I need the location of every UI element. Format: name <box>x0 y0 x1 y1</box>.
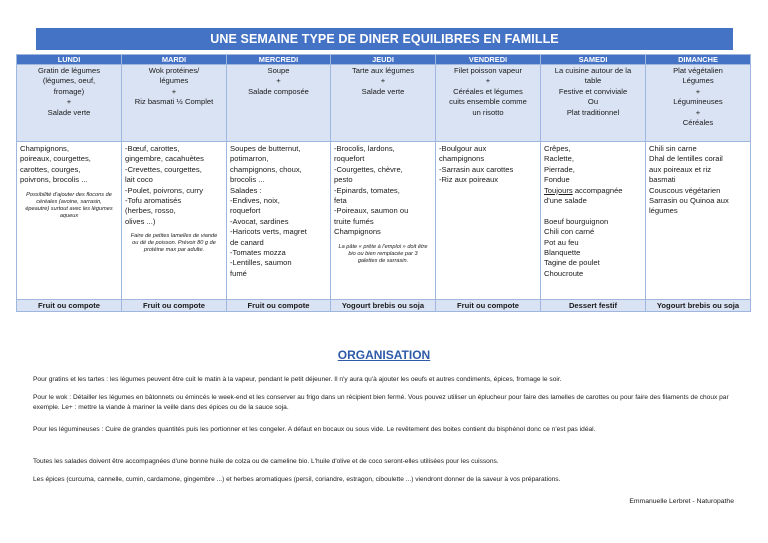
detail-line: champignons <box>439 154 485 164</box>
summary-line: Salade verte <box>361 86 405 96</box>
meal-details-row <box>17 142 751 300</box>
detail-line: Dhal de lentilles corail <box>649 154 723 164</box>
day-header: VENDREDI <box>436 55 541 65</box>
day-header: JEUDI <box>331 55 436 65</box>
meal-summary-samedi <box>541 65 646 142</box>
detail-line <box>544 206 642 216</box>
meal-summary-vendredi <box>436 65 541 142</box>
detail-line-emphasis <box>544 186 642 196</box>
detail-line: légumes <box>649 206 678 216</box>
detail-line: carottes, courges, <box>20 164 81 174</box>
day-header-row <box>17 55 751 65</box>
detail-line: Soupes de butternut, <box>230 144 301 153</box>
detail-line: Chili sin carne <box>649 144 697 153</box>
detail-line: truite fumés <box>334 216 374 226</box>
summary-line: Légumineuses <box>673 97 723 107</box>
detail-line: -Avocat, sardines <box>230 216 289 226</box>
organisation-paragraph: Les épices (curcuma, cannelle, cumin, cardamone, gingembre ...) et herbes aromatiques (persil, coriandre, estragon, ciboulette ...) viendront donner de la saveur à vos préparations. <box>33 476 561 483</box>
organisation-paragraph: Pour le wok : Détailler les légumes en bâtonnets ou émincés le week-end et les conserver au frigo dans un récipient bien fermé. Vous pouvez utiliser un éplucheur pour faire des lamelles de carottes ou pour faire des filaments de choux par exemple. Le+ : mettre la viande à mariner la veille dans des épices ou de la sauce soja. <box>33 394 729 411</box>
summary-line: + <box>695 86 701 96</box>
detail-line: Tagine de poulet <box>544 258 600 268</box>
detail-line: pesto <box>334 175 353 185</box>
detail-line: Raclette, <box>544 154 574 164</box>
summary-line: Festive et conviviale <box>558 86 628 96</box>
organisation-paragraph: Pour les légumineuses : Cuire de grandes quantités puis les portionner et les congeler. A défaut en bocaux ou sous vide. Le revêtement des boites contient du bisphénol donc ce n'est pas idéal. <box>33 426 596 433</box>
summary-line: Ou <box>587 97 599 107</box>
summary-line: Salade verte <box>47 107 91 117</box>
summary-line: + <box>66 97 72 107</box>
summary-line: Gratin de légumes <box>37 66 101 75</box>
summary-line: + <box>695 107 701 117</box>
detail-line: Crêpes, <box>544 144 571 153</box>
page-title: UNE SEMAINE TYPE DE DINER EQUILIBRES EN FAMILLE <box>36 28 733 50</box>
summary-line: un risotto <box>472 107 504 117</box>
summary-line: Tarte aux légumes <box>351 66 415 75</box>
detail-line: lait coco <box>125 175 153 185</box>
detail-line: -Sarrasin aux carottes <box>439 164 514 174</box>
detail-line: de canard <box>230 237 264 247</box>
meal-summary-row <box>17 65 751 142</box>
dessert-row <box>17 300 751 312</box>
dessert-cell: Dessert festif <box>541 300 646 312</box>
detail-line: aux poireaux et riz <box>649 164 712 174</box>
tip-note: Faire de petites lamelles de viande ou dé de poisson. Prévoir 80 g de protéine max par adulte. <box>130 233 218 254</box>
meal-details-dimanche <box>646 142 751 300</box>
summary-line: + <box>276 76 281 86</box>
detail-line: -Riz aux poireaux <box>439 175 499 185</box>
tip-note: La pâte « prête à l'emploi » doit être bio ou bien remplacée par 3 galettes de sarrasin. <box>338 243 428 264</box>
dessert-cell: Fruit ou compote <box>122 300 227 312</box>
detail-line: Choucroute <box>544 268 584 278</box>
day-header: SAMEDI <box>541 55 646 65</box>
dessert-cell: Fruit ou compote <box>227 300 331 312</box>
detail-line: fumé <box>230 268 247 278</box>
detail-line: -Crevettes, courgettes, <box>125 164 202 174</box>
underlined-word: Toujours <box>544 185 573 195</box>
summary-line: Riz basmati ½ Complet <box>134 97 214 107</box>
detail-line: Salades : <box>230 185 262 195</box>
summary-line: Plat traditionnel <box>566 107 620 117</box>
day-header: DIMANCHE <box>646 55 751 65</box>
organisation-paragraph: Pour gratins et les tartes : les légumes peuvent être cuit le matin à la vapeur, pendant le petit déjeuner. Il n'y aura qu'à ajouter les oeufs et autres condiments, épices, fromage le soir. <box>33 376 562 383</box>
day-header: MARDI <box>122 55 227 65</box>
meal-summary-lundi <box>17 65 122 142</box>
detail-line: potimarron, <box>230 154 269 164</box>
detail-line: -Lentilles, saumon <box>230 258 292 268</box>
summary-line: légumes <box>159 76 189 86</box>
summary-line: (légumes, oeuf, <box>42 76 96 86</box>
detail-line: brocolis ... <box>230 175 265 185</box>
detail-line: -Bœuf, carottes, <box>125 144 180 153</box>
summary-line: La cuisine autour de la <box>554 66 632 75</box>
summary-line: Céréales et légumes <box>453 86 523 96</box>
summary-line: Filet poisson vapeur <box>454 66 522 75</box>
summary-line: cuits ensemble comme <box>449 97 527 107</box>
summary-line: + <box>485 76 491 86</box>
detail-line: Pot au feu <box>544 237 579 247</box>
organisation-paragraph: Toutes les salades doivent être accompagnées d'une bonne huile de colza ou de cameline bio. L'huile d'olive et de coco seront-elles utilisées pour les cuissons. <box>33 458 499 465</box>
detail-line: -Brocolis, lardons, <box>334 144 395 153</box>
meal-details-jeudi <box>331 142 436 300</box>
detail-line: d'une salade <box>544 196 587 206</box>
detail-line: -Haricots verts, magret <box>230 227 307 237</box>
detail-line: Champignons, <box>20 144 69 153</box>
meal-details-vendredi <box>436 142 541 300</box>
detail-line: basmati <box>649 175 676 185</box>
detail-line: -Courgettes, chèvre, <box>334 164 403 174</box>
meal-summary-mercredi <box>227 65 331 142</box>
meal-details-lundi <box>17 142 122 300</box>
detail-line: -Tomates mozza <box>230 248 286 258</box>
detail-line: -Endives, noix, <box>230 196 280 206</box>
summary-line: Plat végétalien <box>673 66 723 75</box>
summary-line: fromage) <box>53 86 85 96</box>
detail-line: Blanquette <box>544 248 581 258</box>
summary-line: Céréales <box>682 118 714 128</box>
detail-line: feta <box>334 196 347 206</box>
detail-line: olives ...) <box>125 216 156 226</box>
summary-line: Wok protéines/ <box>148 66 200 75</box>
detail-line: poireaux, courgettes, <box>20 154 91 164</box>
detail-line: roquefort <box>334 154 365 164</box>
detail-line: -Poulet, poivrons, curry <box>125 185 204 195</box>
detail-line: gingembre, cacahuètes <box>125 154 204 164</box>
detail-line: Boeuf bourguignon <box>544 216 609 226</box>
summary-line: + <box>171 86 177 96</box>
meal-details-samedi <box>541 142 646 300</box>
detail-line: roquefort <box>230 206 261 216</box>
detail-line: (herbes, rosso, <box>125 206 176 216</box>
weekly-menu-table <box>16 54 751 312</box>
summary-line: table <box>584 76 602 86</box>
detail-text: accompagnée <box>572 185 623 195</box>
detail-line: Pierrade, <box>544 164 575 174</box>
detail-line: -Tofu aromatisés <box>125 196 182 206</box>
meal-summary-jeudi <box>331 65 436 142</box>
dessert-cell: Fruit ou compote <box>436 300 541 312</box>
detail-line: champignons, choux, <box>230 164 302 174</box>
detail-line: Couscous végétarien <box>649 185 721 195</box>
detail-line: -Boulgour aux <box>439 144 487 153</box>
detail-line: Champignons <box>334 227 381 237</box>
dessert-cell: Yogourt brebis ou soja <box>331 300 436 312</box>
summary-line: Salade composée <box>248 86 309 96</box>
meal-summary-dimanche <box>646 65 751 142</box>
detail-line: Chili con carné <box>544 227 595 237</box>
detail-line: poivrons, brocolis ... <box>20 175 88 185</box>
tip-note: Possibilité d'ajouter des flocons de céréales (avoine, sarrasin, épeautre) surtout avec les légumes aqueux <box>25 191 113 219</box>
detail-line: Fondue <box>544 175 570 185</box>
meal-details-mercredi <box>227 142 331 300</box>
day-header: MERCREDI <box>227 55 331 65</box>
meal-summary-mardi <box>122 65 227 142</box>
organisation-heading: ORGANISATION <box>337 348 431 362</box>
summary-line: + <box>380 76 386 86</box>
meal-details-mardi <box>122 142 227 300</box>
author-signature: Emmanuelle Lerbret - Naturopathe <box>629 498 734 505</box>
dessert-cell: Fruit ou compote <box>17 300 122 312</box>
summary-line: Soupe <box>267 66 290 75</box>
detail-line: -Epinards, tomates, <box>334 185 400 195</box>
detail-line: -Poireaux, saumon ou <box>334 206 409 216</box>
detail-line: Sarrasin ou Quinoa aux <box>649 196 729 206</box>
summary-line: Légumes <box>682 76 714 86</box>
dessert-cell: Yogourt brebis ou soja <box>646 300 751 312</box>
day-header: LUNDI <box>17 55 122 65</box>
